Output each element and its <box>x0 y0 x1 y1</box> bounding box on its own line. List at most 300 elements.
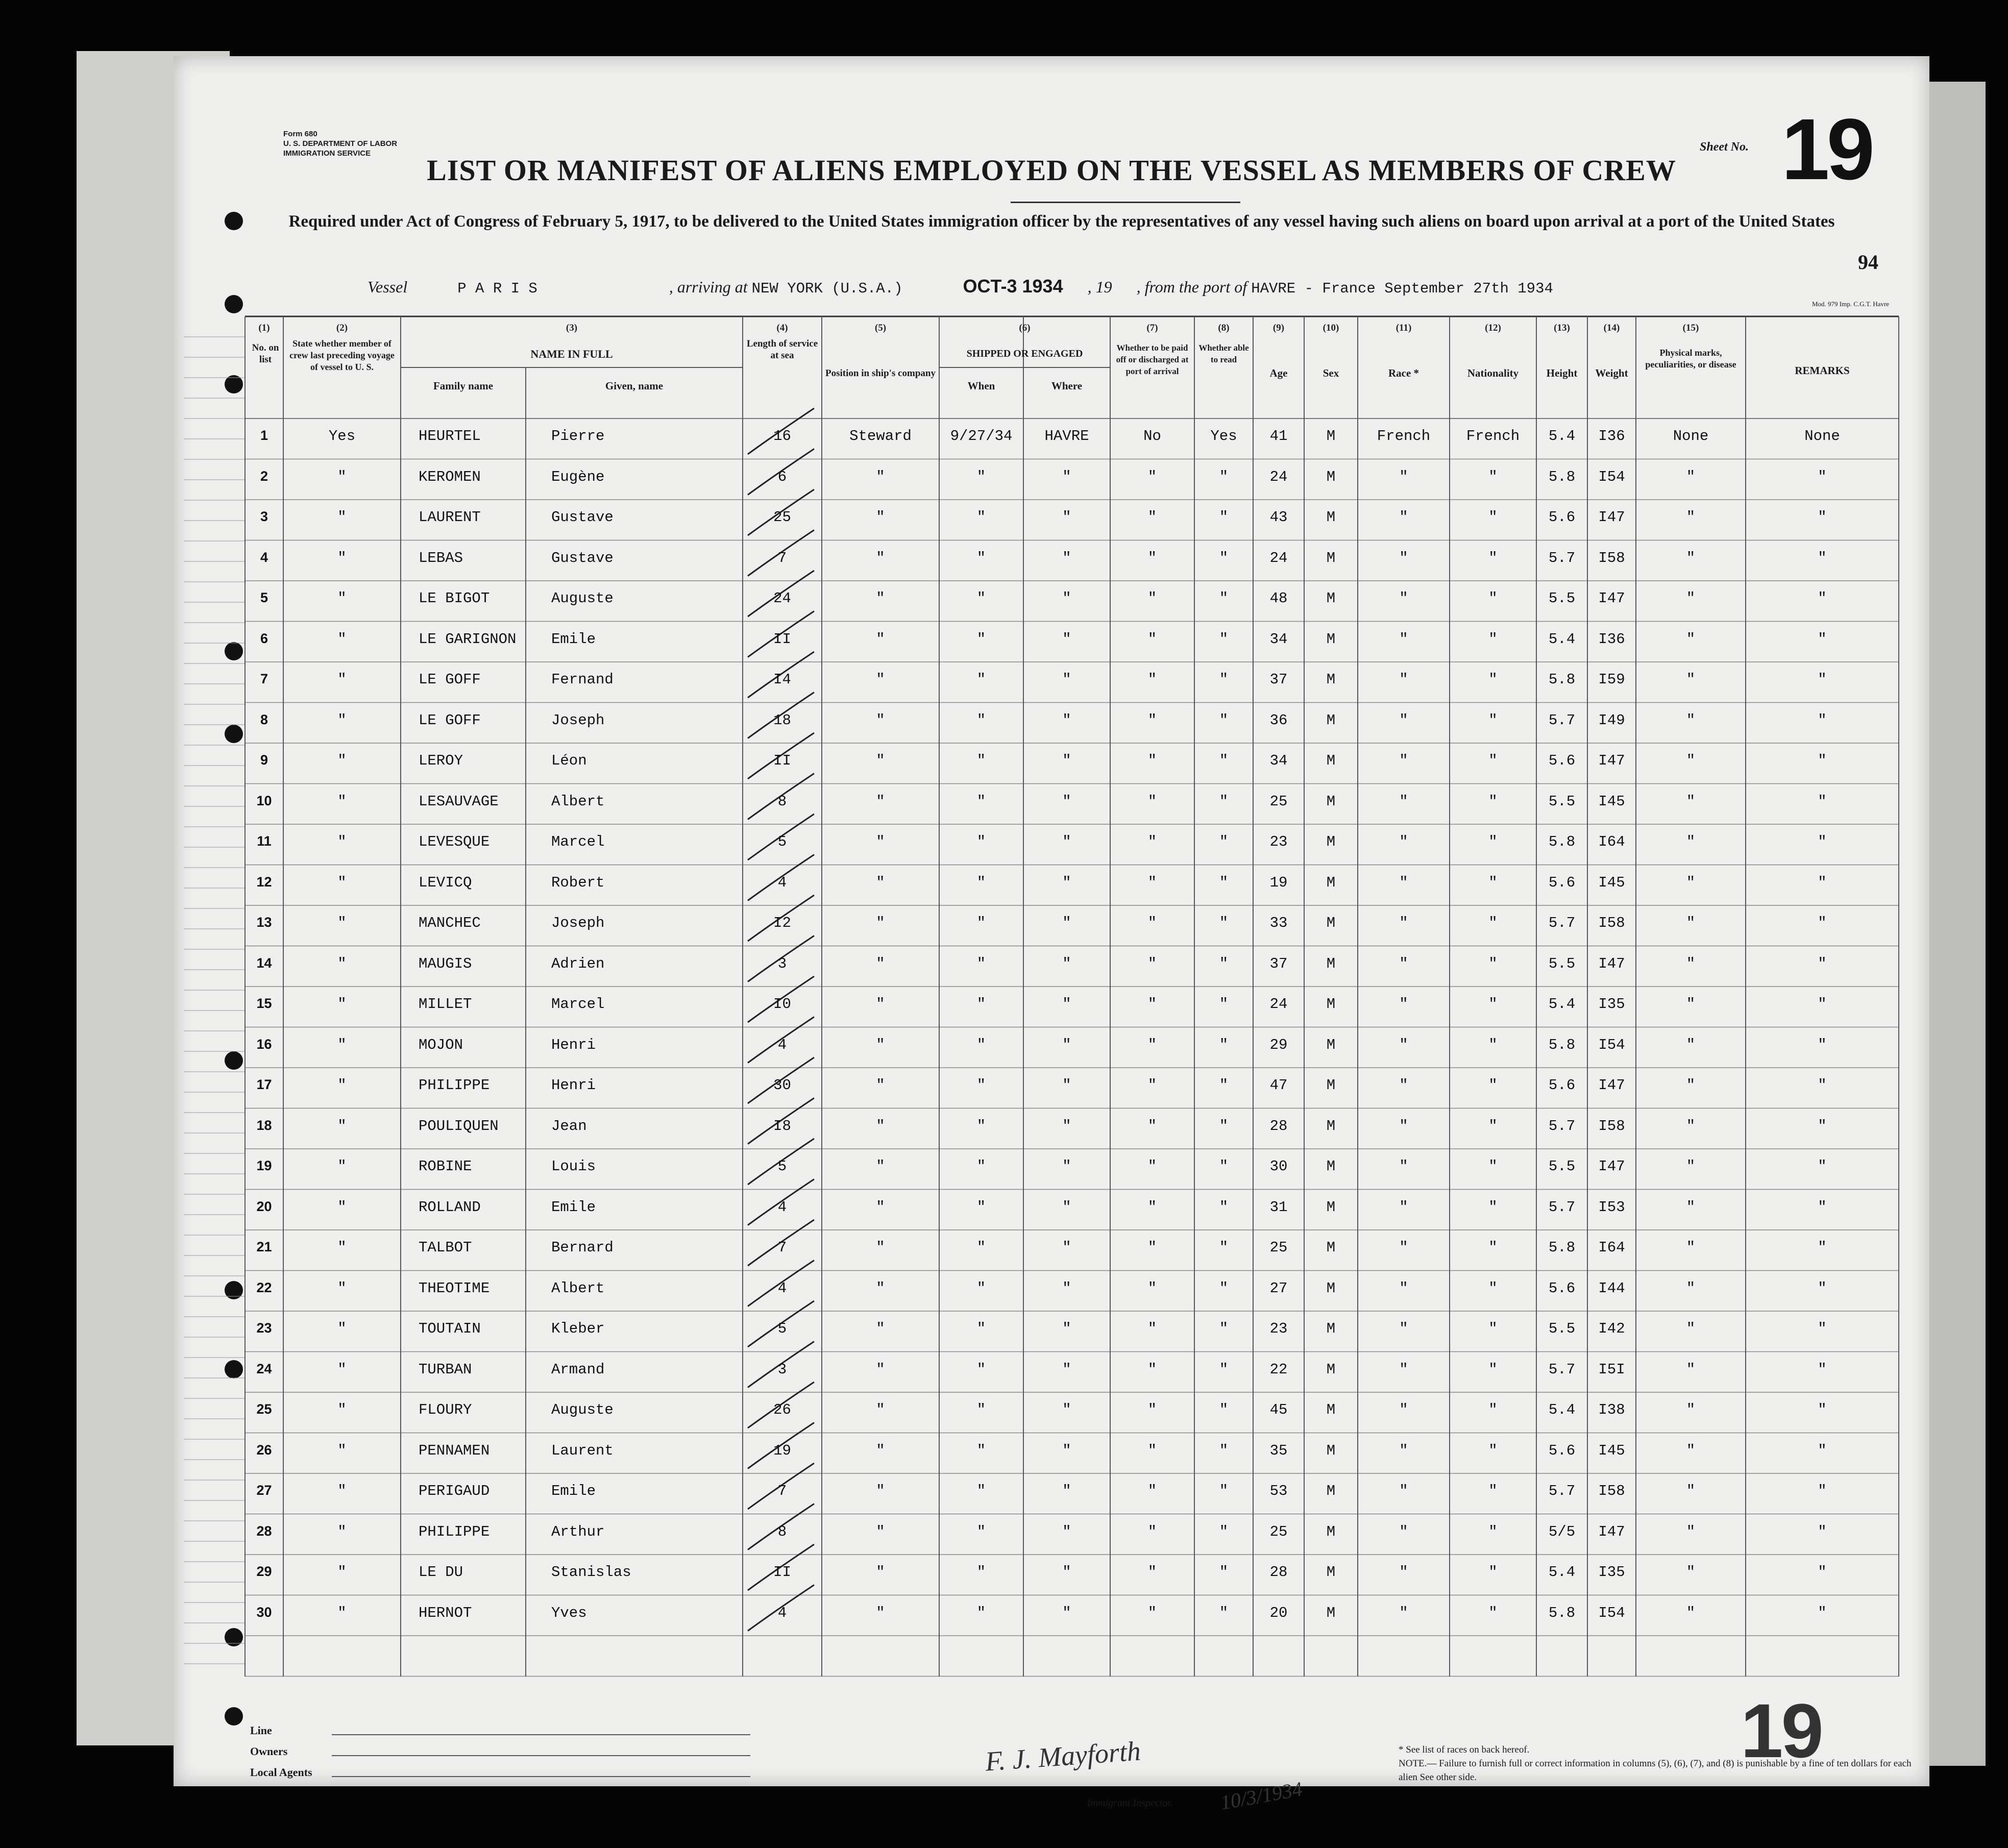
cell-nationality: " <box>1488 468 1498 485</box>
cell-read: " <box>1219 630 1229 648</box>
cell-position: " <box>876 590 885 607</box>
arriving-label: , arriving at <box>669 278 748 296</box>
cell-read: " <box>1219 1523 1229 1540</box>
cell-sex: M <box>1326 1523 1336 1540</box>
cell-physical: " <box>1686 915 1696 931</box>
races-note: * See list of races on back hereof. <box>1399 1744 1530 1755</box>
cell-read: " <box>1219 1361 1229 1378</box>
cell-position: " <box>876 752 885 769</box>
cell-family: THEOTIME <box>419 1279 490 1297</box>
cell-height: 5.7 <box>1548 711 1576 729</box>
cell-physical: " <box>1686 1320 1696 1337</box>
cell-where: " <box>1062 1361 1071 1378</box>
cell-age: 53 <box>1269 1483 1288 1499</box>
cell-nationality: " <box>1488 1077 1498 1094</box>
vessel-label: Vessel <box>368 278 408 296</box>
cell-family: PENNAMEN <box>419 1442 490 1459</box>
cell-weight: I36 <box>1598 428 1625 445</box>
cell-remarks: " <box>1818 1523 1827 1540</box>
cell-when: " <box>976 468 986 485</box>
table-row <box>174 1149 1929 1190</box>
header-remarks: REMARKS <box>1795 364 1850 377</box>
cell-state: " <box>337 752 347 769</box>
cell-read: " <box>1219 955 1229 972</box>
column-number: (2) <box>336 323 348 333</box>
cell-family: POULIQUEN <box>419 1117 499 1135</box>
table-row <box>174 1271 1929 1312</box>
arrival-port: NEW YORK (U.S.A.) <box>751 280 903 297</box>
cell-remarks: " <box>1818 468 1827 485</box>
cell-paid: " <box>1147 630 1157 648</box>
cell-where: " <box>1062 1604 1071 1621</box>
cell-family: LEROY <box>419 752 463 769</box>
table-row <box>174 500 1929 540</box>
cell-race: " <box>1399 1442 1408 1459</box>
cell-sex: M <box>1326 630 1336 648</box>
cell-no: 17 <box>256 1077 272 1092</box>
cell-age: 31 <box>1269 1198 1288 1216</box>
cell-read: " <box>1219 1564 1229 1581</box>
header-where: Where <box>1051 380 1083 392</box>
cell-service: 3 <box>777 955 787 972</box>
cell-state: " <box>337 1077 347 1094</box>
cell-nationality: " <box>1488 1279 1498 1297</box>
cell-nationality: " <box>1488 752 1498 769</box>
cell-no: 22 <box>256 1279 272 1295</box>
cell-service: 8 <box>777 793 787 810</box>
cell-family: LE GOFF <box>419 671 481 688</box>
cell-nationality: " <box>1488 711 1498 729</box>
cell-service: 8 <box>777 1523 787 1540</box>
table-row <box>174 662 1929 703</box>
cell-race: " <box>1399 1483 1408 1499</box>
cell-when: " <box>976 793 986 810</box>
cell-sex: M <box>1326 711 1336 729</box>
cell-family: HERNOT <box>419 1604 472 1621</box>
cell-sex: M <box>1326 468 1336 485</box>
cell-nationality: " <box>1488 630 1498 648</box>
cell-age: 23 <box>1269 833 1288 850</box>
cell-age: 37 <box>1269 671 1288 688</box>
cell-where: " <box>1062 833 1071 850</box>
cell-no: 29 <box>256 1564 272 1579</box>
cell-read: " <box>1219 711 1229 729</box>
cell-nationality: " <box>1488 1442 1498 1459</box>
header-weight: Weight <box>1595 367 1628 379</box>
cell-read: " <box>1219 1279 1229 1297</box>
cell-position: " <box>876 1483 885 1499</box>
cell-position: " <box>876 1564 885 1581</box>
table-row <box>174 1433 1929 1474</box>
cell-age: 25 <box>1269 793 1288 810</box>
cell-state: " <box>337 1036 347 1053</box>
cell-where: " <box>1062 468 1071 485</box>
cell-height: 5.6 <box>1548 509 1576 526</box>
footer-notes <box>1399 1743 1919 1784</box>
cell-physical: None <box>1673 428 1709 445</box>
column-number: (11) <box>1395 323 1412 333</box>
table-row <box>174 1027 1929 1068</box>
cell-sex: M <box>1326 915 1336 931</box>
cell-no: 21 <box>256 1239 272 1254</box>
cell-no: 23 <box>256 1320 272 1336</box>
cell-physical: " <box>1686 955 1696 972</box>
cell-no: 12 <box>256 874 272 890</box>
header-height: Height <box>1546 367 1578 379</box>
table-row <box>174 1392 1929 1433</box>
cell-age: 41 <box>1269 428 1288 445</box>
cell-sex: M <box>1326 1320 1336 1337</box>
cell-position: " <box>876 1523 885 1540</box>
cell-given: Marcel <box>551 996 605 1013</box>
cell-when: " <box>976 671 986 688</box>
cell-race: " <box>1399 1523 1408 1540</box>
arrival-date-stamp: OCT-3 1934 <box>963 276 1063 297</box>
cell-state: " <box>337 996 347 1013</box>
cell-where: " <box>1062 1158 1071 1175</box>
cell-where: " <box>1062 549 1071 566</box>
cell-state: " <box>337 549 347 566</box>
column-number: (13) <box>1554 323 1570 333</box>
penalty-note: NOTE.— Failure to furnish full or correct information in columns (5), (6), (7), and (8) is punishable by a fine of ten dollars for each alien See other side. <box>1399 1758 1912 1783</box>
column-number: (9) <box>1272 323 1285 333</box>
cell-sex: M <box>1326 996 1336 1013</box>
cell-no: 19 <box>256 1158 272 1173</box>
cell-height: 5.5 <box>1548 590 1576 607</box>
cell-service: II <box>773 1564 791 1581</box>
table-row <box>174 540 1929 581</box>
cell-where: " <box>1062 793 1071 810</box>
cell-paid: " <box>1147 1442 1157 1459</box>
cell-where: " <box>1062 671 1071 688</box>
cell-remarks: " <box>1818 1483 1827 1499</box>
cell-nationality: " <box>1488 1401 1498 1418</box>
header-no-on-list: No. on list <box>252 342 279 365</box>
cell-when: " <box>976 1483 986 1499</box>
cell-position: " <box>876 509 885 526</box>
cell-service: 6 <box>777 468 787 485</box>
cell-weight: I44 <box>1598 1279 1625 1297</box>
cell-no: 28 <box>256 1523 272 1539</box>
cell-position: " <box>876 955 885 972</box>
cell-where: " <box>1062 996 1071 1013</box>
cell-no: 24 <box>256 1361 272 1376</box>
cell-physical: " <box>1686 996 1696 1013</box>
cell-position: " <box>876 915 885 931</box>
header-race: Race * <box>1388 367 1419 379</box>
cell-family: TURBAN <box>419 1361 472 1378</box>
cell-race: " <box>1399 1077 1408 1094</box>
cell-where: " <box>1062 1198 1071 1216</box>
cell-race: " <box>1399 468 1408 485</box>
cell-no: 11 <box>257 833 272 849</box>
cell-remarks: " <box>1818 955 1827 972</box>
cell-race: " <box>1399 1117 1408 1135</box>
cell-race: " <box>1399 1564 1408 1581</box>
table-row <box>174 1555 1929 1595</box>
cell-service: II <box>773 630 791 648</box>
cell-where: " <box>1062 711 1071 729</box>
column-number: (15) <box>1682 323 1699 333</box>
cell-height: 5.7 <box>1548 1117 1576 1135</box>
cell-physical: " <box>1686 1604 1696 1621</box>
cell-race: " <box>1399 793 1408 810</box>
cell-service: 26 <box>773 1401 791 1418</box>
cell-when: " <box>976 1604 986 1621</box>
cell-weight: I45 <box>1598 1442 1625 1459</box>
cell-age: 30 <box>1269 1158 1288 1175</box>
cell-read: " <box>1219 1401 1229 1418</box>
cell-age: 27 <box>1269 1279 1288 1297</box>
cell-state: " <box>337 509 347 526</box>
cell-family: MAUGIS <box>419 955 472 972</box>
cell-no: 13 <box>256 915 272 930</box>
cell-weight: I38 <box>1598 1401 1625 1418</box>
document-subtitle: Required under Act of Congress of February 5, 1917, to be delivered to the United States immigration officer by the representatives of any vessel having such aliens on board upon arrival at a port of the United States <box>288 212 1835 231</box>
cell-family: ROLLAND <box>419 1198 481 1216</box>
table-row <box>174 824 1929 865</box>
cell-state: " <box>337 1198 347 1216</box>
cell-weight: I47 <box>1598 1158 1625 1175</box>
cell-physical: " <box>1686 671 1696 688</box>
header-able-read: Whether able to read <box>1198 343 1249 364</box>
cell-where: " <box>1062 590 1071 607</box>
header-state-whether: State whether member of crew last preceding voyage of vessel to U. S. <box>289 338 395 372</box>
cell-weight: I58 <box>1598 915 1625 931</box>
cell-sex: M <box>1326 955 1336 972</box>
table-row <box>174 1595 1929 1636</box>
cell-age: 33 <box>1269 915 1288 931</box>
cell-given: Henri <box>551 1036 596 1053</box>
cell-service: 16 <box>773 428 791 445</box>
cell-height: 5.6 <box>1548 752 1576 769</box>
table-row <box>174 1352 1929 1393</box>
cell-paid: " <box>1147 752 1157 769</box>
cell-weight: I64 <box>1598 833 1625 850</box>
printer-note: Mod. 979 Imp. C.G.T. Havre <box>1812 300 1890 308</box>
cell-nationality: " <box>1488 1361 1498 1378</box>
cell-paid: No <box>1143 428 1161 445</box>
cell-position: " <box>876 1117 885 1135</box>
cell-paid: " <box>1147 793 1157 810</box>
cell-sex: M <box>1326 1198 1336 1216</box>
cell-no: 20 <box>256 1198 272 1214</box>
cell-paid: " <box>1147 1604 1157 1621</box>
cell-where: " <box>1062 1483 1071 1499</box>
cell-age: 19 <box>1269 874 1288 891</box>
cell-state: " <box>337 671 347 688</box>
cell-read: " <box>1219 996 1229 1013</box>
cell-when: " <box>976 915 986 931</box>
cell-remarks: " <box>1818 1239 1827 1256</box>
cell-nationality: " <box>1488 996 1498 1013</box>
cell-read: " <box>1219 874 1229 891</box>
cell-family: MANCHEC <box>419 915 481 931</box>
table-row <box>174 581 1929 622</box>
cell-height: 5.6 <box>1548 874 1576 891</box>
cell-age: 34 <box>1269 752 1288 769</box>
cell-no: 7 <box>260 671 268 686</box>
cell-read: " <box>1219 1442 1229 1459</box>
table-row <box>174 784 1929 825</box>
cell-physical: " <box>1686 793 1696 810</box>
cell-state: " <box>337 1361 347 1378</box>
cell-read: " <box>1219 1198 1229 1216</box>
cell-position: " <box>876 1361 885 1378</box>
column-number: (4) <box>776 323 788 333</box>
cell-weight: I64 <box>1598 1239 1625 1256</box>
cell-no: 16 <box>256 1036 272 1052</box>
cell-race: " <box>1399 509 1408 526</box>
cell-position: " <box>876 630 885 648</box>
cell-nationality: " <box>1488 1036 1498 1053</box>
column-number: (1) <box>258 323 270 333</box>
cell-when: " <box>976 955 986 972</box>
cell-remarks: " <box>1818 1279 1827 1297</box>
cell-position: " <box>876 1604 885 1621</box>
table-row <box>174 1230 1929 1271</box>
cell-state: " <box>337 793 347 810</box>
cell-no: 2 <box>260 468 268 484</box>
cell-given: Emile <box>551 630 596 648</box>
cell-position: " <box>876 1036 885 1053</box>
header-length-service: Length of service at sea <box>746 338 818 361</box>
cell-nationality: " <box>1488 509 1498 526</box>
cell-where: " <box>1062 1401 1071 1418</box>
cell-weight: I47 <box>1598 509 1625 526</box>
cell-paid: " <box>1147 874 1157 891</box>
cell-paid: " <box>1147 1401 1157 1418</box>
cell-state: " <box>337 1523 347 1540</box>
cell-paid: " <box>1147 1523 1157 1540</box>
cell-given: Léon <box>551 752 587 769</box>
cell-age: 24 <box>1269 468 1288 485</box>
column-number: (7) <box>1146 323 1158 333</box>
cell-no: 3 <box>260 509 268 524</box>
cell-sex: M <box>1326 1239 1336 1256</box>
cell-family: LEVESQUE <box>419 833 490 850</box>
cell-paid: " <box>1147 1483 1157 1499</box>
cell-sex: M <box>1326 549 1336 566</box>
cell-state: " <box>337 711 347 729</box>
cell-where: " <box>1062 1117 1071 1135</box>
cell-sex: M <box>1326 1564 1336 1581</box>
cell-service: I4 <box>773 671 791 688</box>
cell-weight: I54 <box>1598 1036 1625 1053</box>
column-number: (3) <box>566 323 578 333</box>
header-age: Age <box>1269 367 1288 379</box>
header-nationality: Nationality <box>1467 367 1519 379</box>
cell-weight: I58 <box>1598 1117 1625 1135</box>
cell-weight: I54 <box>1598 468 1625 485</box>
cell-race: " <box>1399 590 1408 607</box>
cell-no: 5 <box>260 590 268 605</box>
from-label: , from the port of <box>1136 278 1247 296</box>
cell-read: " <box>1219 1117 1229 1135</box>
cell-service: 4 <box>777 1604 787 1621</box>
cell-sex: M <box>1326 1483 1336 1499</box>
cell-age: 37 <box>1269 955 1288 972</box>
cell-race: " <box>1399 1604 1408 1621</box>
cell-when: 9/27/34 <box>950 428 1013 445</box>
cell-nationality: " <box>1488 1320 1498 1337</box>
cell-when: " <box>976 874 986 891</box>
line-label: Line <box>250 1724 272 1737</box>
signature-date: 10/3/1934 <box>1218 1777 1304 1814</box>
header-sex: Sex <box>1323 367 1339 379</box>
cell-given: Bernard <box>551 1239 614 1256</box>
cell-remarks: " <box>1818 752 1827 769</box>
cell-paid: " <box>1147 590 1157 607</box>
cell-physical: " <box>1686 1158 1696 1175</box>
cell-paid: " <box>1147 1361 1157 1378</box>
cell-when: " <box>976 509 986 526</box>
cell-nationality: " <box>1488 1523 1498 1540</box>
cell-position: " <box>876 671 885 688</box>
cell-paid: " <box>1147 1158 1157 1175</box>
cell-service: 30 <box>773 1077 791 1094</box>
cell-family: FLOURY <box>419 1401 472 1418</box>
cell-no: 30 <box>256 1604 272 1620</box>
cell-no: 15 <box>256 996 272 1011</box>
header-paid-off: Whether to be paid off or discharged at port of arrival <box>1116 343 1189 376</box>
cell-when: " <box>976 711 986 729</box>
table-row <box>174 987 1929 1027</box>
cell-sex: M <box>1326 833 1336 850</box>
cell-age: 36 <box>1269 711 1288 729</box>
column-number: (14) <box>1603 323 1620 333</box>
cell-given: Albert <box>551 793 605 810</box>
cell-given: Marcel <box>551 833 605 850</box>
cell-family: KEROMEN <box>419 468 481 485</box>
cell-given: Kleber <box>551 1320 605 1337</box>
table-row <box>174 1190 1929 1230</box>
cell-height: 5.7 <box>1548 915 1576 931</box>
cell-given: Yves <box>551 1604 587 1621</box>
cell-sex: M <box>1326 671 1336 688</box>
cell-when: " <box>976 1077 986 1094</box>
cell-physical: " <box>1686 752 1696 769</box>
departure-port: HAVRE - France September 27th 1934 <box>1251 280 1553 297</box>
cell-when: " <box>976 1279 986 1297</box>
cell-age: 24 <box>1269 549 1288 566</box>
cell-physical: " <box>1686 874 1696 891</box>
cell-remarks: " <box>1818 630 1827 648</box>
cell-family: PHILIPPE <box>419 1523 490 1540</box>
cell-remarks: " <box>1818 1564 1827 1581</box>
cell-given: Jean <box>551 1117 587 1135</box>
cell-given: Arthur <box>551 1523 605 1540</box>
cell-state: " <box>337 833 347 850</box>
cell-race: " <box>1399 671 1408 688</box>
document-title: LIST OR MANIFEST OF ALIENS EMPLOYED ON THE VESSEL AS MEMBERS OF CREW <box>427 154 1676 187</box>
cell-no: 8 <box>260 711 268 727</box>
cell-no: 9 <box>260 752 268 768</box>
cell-read: " <box>1219 549 1229 566</box>
cell-sex: M <box>1326 1279 1336 1297</box>
cell-physical: " <box>1686 1483 1696 1499</box>
sheet-stamp: 19 <box>1741 1688 1822 1773</box>
table-row <box>174 459 1929 500</box>
cell-family: PHILIPPE <box>419 1077 490 1094</box>
cell-when: " <box>976 1442 986 1459</box>
cell-age: 24 <box>1269 996 1288 1013</box>
cell-no: 18 <box>256 1117 272 1133</box>
cell-physical: " <box>1686 1279 1696 1297</box>
cell-when: " <box>976 1158 986 1175</box>
cell-family: LEBAS <box>419 549 463 566</box>
column-number: (6) <box>1019 323 1031 333</box>
